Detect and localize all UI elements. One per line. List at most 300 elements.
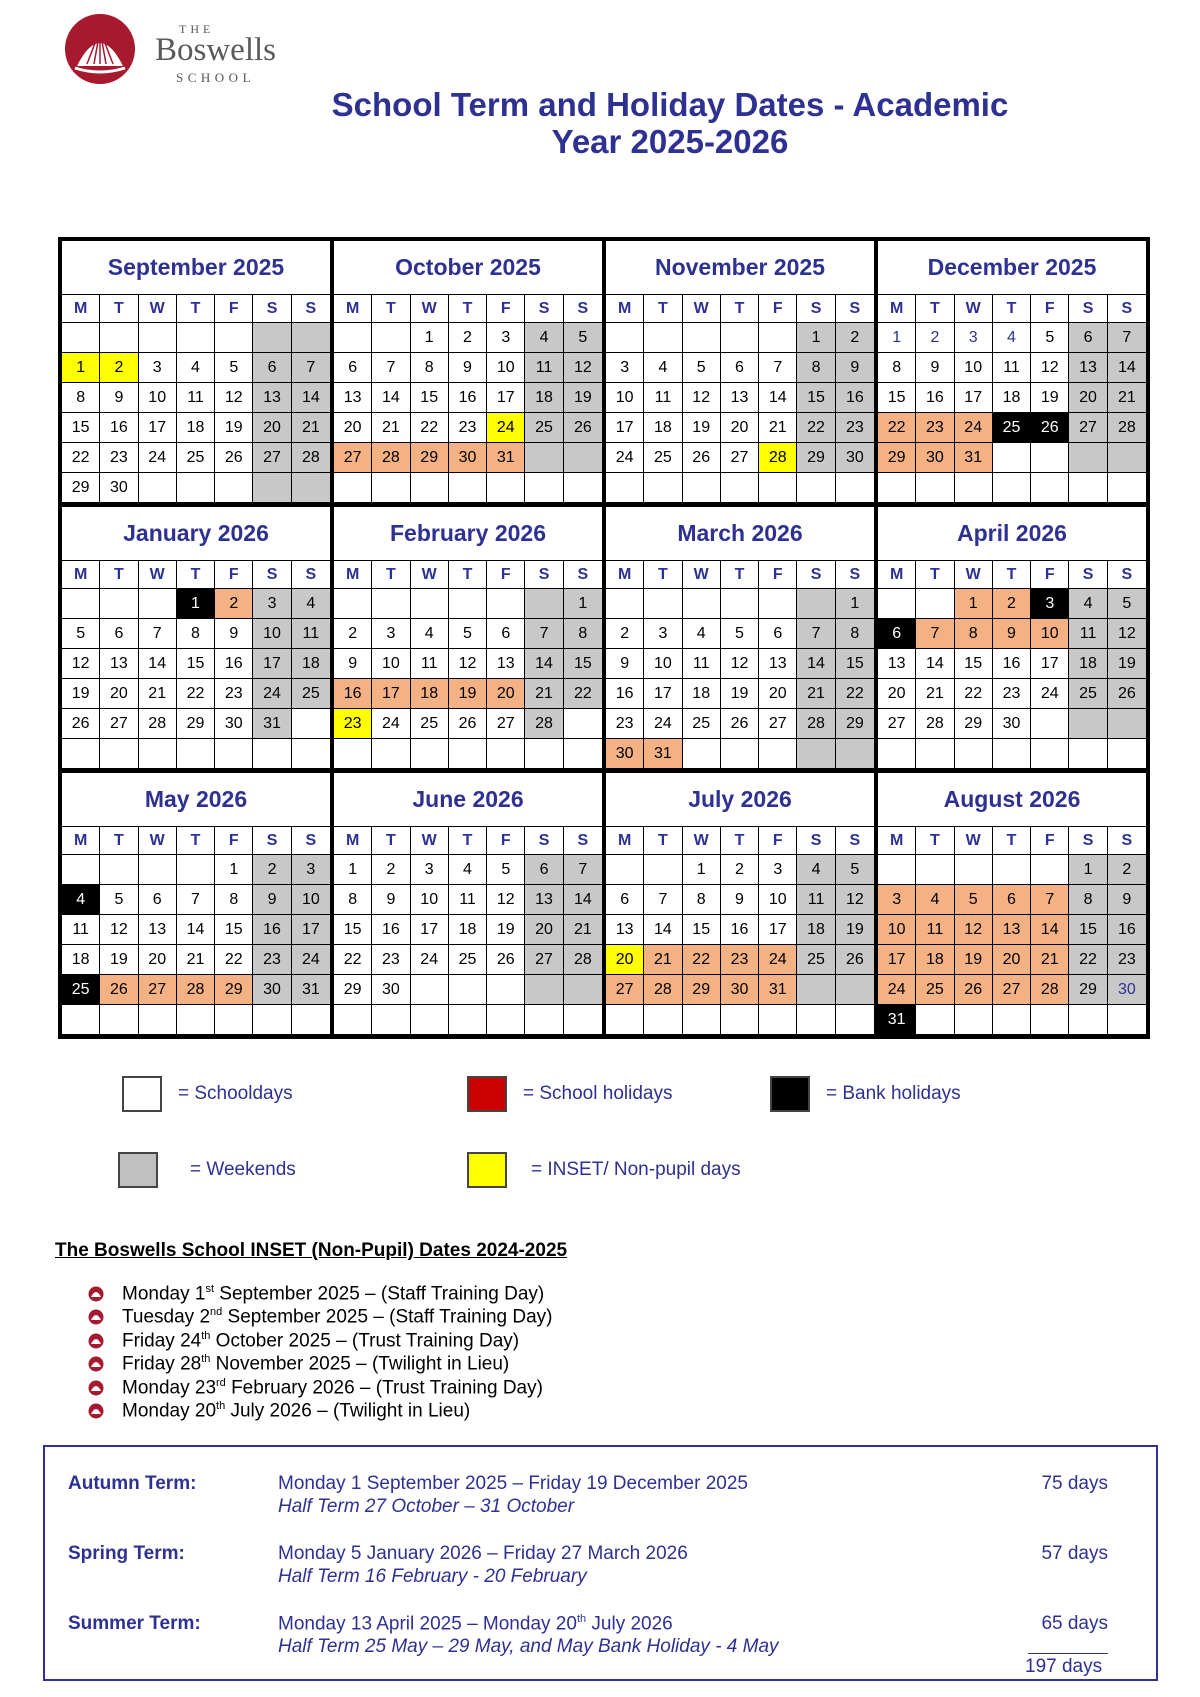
day-cell: 11 <box>292 619 330 649</box>
day-cell: 2 <box>721 855 759 885</box>
day-cell: 7 <box>759 353 797 383</box>
day-cell: 19 <box>215 413 253 443</box>
day-header: T <box>100 295 138 323</box>
day-cell: 14 <box>564 885 602 915</box>
day-cell: 13 <box>721 383 759 413</box>
day-header: T <box>177 827 215 855</box>
day-header: F <box>759 561 797 589</box>
month-title: July 2026 <box>606 773 874 827</box>
month-grid <box>334 561 602 769</box>
day-cell: 7 <box>797 619 835 649</box>
day-header: S <box>1108 295 1146 323</box>
day-header: S <box>292 561 330 589</box>
day-cell: 18 <box>644 413 682 443</box>
day-cell: 26 <box>215 443 253 473</box>
empty-cell <box>139 589 177 619</box>
day-cell: 12 <box>564 353 602 383</box>
day-header: M <box>62 561 100 589</box>
day-header: S <box>797 295 835 323</box>
empty-cell <box>993 1005 1031 1035</box>
day-cell: 6 <box>253 353 291 383</box>
day-header: F <box>215 561 253 589</box>
year-calendar <box>58 237 1150 1039</box>
day-header: S <box>1108 561 1146 589</box>
day-cell: 20 <box>253 413 291 443</box>
day-cell: 8 <box>955 619 993 649</box>
month-block <box>62 507 334 769</box>
day-cell: 25 <box>292 679 330 709</box>
day-cell: 19 <box>683 413 721 443</box>
day-cell: 10 <box>487 353 525 383</box>
day-cell: 14 <box>177 915 215 945</box>
empty-cell <box>564 709 602 739</box>
empty-cell <box>411 589 449 619</box>
day-cell: 23 <box>916 413 954 443</box>
empty-cell <box>411 473 449 503</box>
day-cell: 18 <box>411 679 449 709</box>
empty-cell <box>372 1005 410 1035</box>
day-cell: 8 <box>177 619 215 649</box>
empty-cell <box>797 1005 835 1035</box>
day-cell: 12 <box>955 915 993 945</box>
empty-cell <box>836 739 874 769</box>
day-cell: 5 <box>683 353 721 383</box>
empty-cell <box>62 855 100 885</box>
day-cell: 25 <box>411 709 449 739</box>
day-cell: 25 <box>177 443 215 473</box>
day-cell: 21 <box>1108 383 1146 413</box>
empty-cell <box>525 589 563 619</box>
day-cell: 27 <box>334 443 372 473</box>
empty-cell <box>449 739 487 769</box>
day-cell: 30 <box>449 443 487 473</box>
day-header: T <box>177 561 215 589</box>
day-cell: 15 <box>177 649 215 679</box>
day-cell: 4 <box>525 323 563 353</box>
empty-cell <box>62 739 100 769</box>
day-cell: 20 <box>139 945 177 975</box>
empty-cell <box>177 323 215 353</box>
day-cell: 22 <box>62 443 100 473</box>
empty-cell <box>644 323 682 353</box>
day-cell: 18 <box>177 413 215 443</box>
day-cell: 3 <box>606 353 644 383</box>
day-cell: 31 <box>487 443 525 473</box>
day-header: T <box>916 827 954 855</box>
day-cell: 2 <box>1108 855 1146 885</box>
empty-cell <box>564 1005 602 1035</box>
empty-cell <box>644 589 682 619</box>
day-cell: 8 <box>334 885 372 915</box>
empty-cell <box>139 1005 177 1035</box>
day-cell: 16 <box>334 679 372 709</box>
day-cell: 29 <box>955 709 993 739</box>
empty-cell <box>372 323 410 353</box>
empty-cell <box>215 323 253 353</box>
empty-cell <box>993 855 1031 885</box>
day-cell: 15 <box>878 383 916 413</box>
day-cell: 19 <box>1108 649 1146 679</box>
day-cell: 1 <box>955 589 993 619</box>
day-cell: 21 <box>525 679 563 709</box>
shell-bullet-icon <box>88 1403 104 1419</box>
day-header: M <box>334 561 372 589</box>
day-cell: 4 <box>177 353 215 383</box>
day-cell: 4 <box>993 323 1031 353</box>
day-cell: 10 <box>372 649 410 679</box>
day-cell: 27 <box>606 975 644 1005</box>
day-cell: 3 <box>644 619 682 649</box>
day-cell: 9 <box>449 353 487 383</box>
day-cell: 28 <box>1108 413 1146 443</box>
inset-date-text: Monday 1st September 2025 – (Staff Training Day) <box>122 1282 545 1304</box>
empty-cell <box>449 473 487 503</box>
spring-term <box>45 1543 1156 1593</box>
day-cell: 7 <box>1108 323 1146 353</box>
day-cell: 4 <box>449 855 487 885</box>
day-cell: 28 <box>797 709 835 739</box>
day-cell: 24 <box>955 413 993 443</box>
legend-inset-label: = INSET/ Non-pupil days <box>531 1159 741 1180</box>
legend-schooldays-label: = Schooldays <box>178 1083 293 1104</box>
day-cell: 20 <box>100 679 138 709</box>
day-cell: 11 <box>411 649 449 679</box>
empty-cell <box>916 855 954 885</box>
day-cell: 3 <box>292 855 330 885</box>
day-cell: 25 <box>644 443 682 473</box>
day-cell: 11 <box>797 885 835 915</box>
day-cell: 19 <box>564 383 602 413</box>
day-cell: 18 <box>797 915 835 945</box>
day-cell: 22 <box>215 945 253 975</box>
day-header: T <box>449 561 487 589</box>
day-cell: 24 <box>292 945 330 975</box>
empty-cell <box>916 473 954 503</box>
day-cell: 8 <box>683 885 721 915</box>
inset-date-item <box>88 1306 552 1330</box>
day-cell: 8 <box>836 619 874 649</box>
day-header: M <box>62 827 100 855</box>
day-cell: 18 <box>292 649 330 679</box>
empty-cell <box>1069 1005 1107 1035</box>
day-cell: 5 <box>449 619 487 649</box>
day-cell: 9 <box>100 383 138 413</box>
day-cell: 6 <box>100 619 138 649</box>
day-cell: 16 <box>1108 915 1146 945</box>
day-cell: 5 <box>1108 589 1146 619</box>
inset-date-item <box>88 1353 552 1377</box>
empty-cell <box>759 473 797 503</box>
day-cell: 3 <box>411 855 449 885</box>
day-cell: 24 <box>878 975 916 1005</box>
empty-cell <box>253 323 291 353</box>
legend-weekends-label: = Weekends <box>190 1159 296 1180</box>
shell-bullet-icon <box>88 1333 104 1349</box>
empty-cell <box>1108 739 1146 769</box>
inset-date-text: Friday 28th November 2025 – (Twilight in Lieu) <box>122 1353 510 1375</box>
day-cell: 17 <box>411 915 449 945</box>
day-cell: 30 <box>606 739 644 769</box>
day-cell: 27 <box>139 975 177 1005</box>
day-cell: 17 <box>878 945 916 975</box>
day-cell: 29 <box>878 443 916 473</box>
day-cell: 15 <box>797 383 835 413</box>
day-cell: 9 <box>606 649 644 679</box>
term-half-term: Half Term 25 May – 29 May, and May Bank Holiday - 4 May <box>278 1636 779 1657</box>
day-header: F <box>215 295 253 323</box>
day-cell: 18 <box>993 383 1031 413</box>
day-cell: 21 <box>644 945 682 975</box>
day-header: F <box>759 827 797 855</box>
day-cell: 28 <box>759 443 797 473</box>
day-header: M <box>606 827 644 855</box>
inset-dates-list <box>88 1282 552 1423</box>
empty-cell <box>606 589 644 619</box>
month-title: March 2026 <box>606 507 874 561</box>
day-header: W <box>139 561 177 589</box>
day-header: T <box>993 561 1031 589</box>
day-cell: 12 <box>1031 353 1069 383</box>
day-header: S <box>292 295 330 323</box>
day-cell: 5 <box>564 323 602 353</box>
day-header: W <box>683 827 721 855</box>
day-cell: 30 <box>100 473 138 503</box>
day-cell: 26 <box>62 709 100 739</box>
day-cell: 29 <box>683 975 721 1005</box>
day-cell: 15 <box>836 649 874 679</box>
day-cell: 22 <box>878 413 916 443</box>
day-cell: 26 <box>487 945 525 975</box>
day-cell: 27 <box>759 709 797 739</box>
day-header: M <box>606 295 644 323</box>
day-cell: 23 <box>993 679 1031 709</box>
day-cell: 12 <box>1108 619 1146 649</box>
term-days: 65 days <box>1041 1613 1108 1634</box>
day-cell: 11 <box>525 353 563 383</box>
month-title: May 2026 <box>62 773 330 827</box>
empty-cell <box>878 589 916 619</box>
legend-bank-holidays <box>770 1076 961 1112</box>
empty-cell <box>1069 473 1107 503</box>
day-cell: 3 <box>759 855 797 885</box>
month-grid <box>62 827 330 1035</box>
day-cell: 4 <box>292 589 330 619</box>
day-cell: 31 <box>955 443 993 473</box>
inset-date-item <box>88 1376 552 1400</box>
empty-cell <box>1108 1005 1146 1035</box>
day-cell: 30 <box>721 975 759 1005</box>
day-cell: 6 <box>878 619 916 649</box>
day-cell: 28 <box>916 709 954 739</box>
day-header: T <box>100 827 138 855</box>
empty-cell <box>1108 473 1146 503</box>
day-cell: 4 <box>683 619 721 649</box>
day-cell: 28 <box>292 443 330 473</box>
day-cell: 8 <box>564 619 602 649</box>
day-cell: 4 <box>797 855 835 885</box>
empty-cell <box>1069 739 1107 769</box>
day-cell: 26 <box>955 975 993 1005</box>
day-cell: 15 <box>955 649 993 679</box>
day-header: S <box>1069 827 1107 855</box>
empty-cell <box>372 589 410 619</box>
empty-cell <box>372 473 410 503</box>
day-cell: 24 <box>644 709 682 739</box>
day-cell: 18 <box>62 945 100 975</box>
day-cell: 4 <box>644 353 682 383</box>
term-dates-start: Monday 13 April 2025 – Monday 20 <box>278 1613 577 1635</box>
inset-swatch <box>467 1152 507 1188</box>
day-cell: 6 <box>993 885 1031 915</box>
empty-cell <box>487 975 525 1005</box>
day-header: M <box>878 295 916 323</box>
empty-cell <box>836 975 874 1005</box>
day-cell: 2 <box>372 855 410 885</box>
day-cell: 1 <box>683 855 721 885</box>
day-cell: 7 <box>564 855 602 885</box>
day-cell: 25 <box>916 975 954 1005</box>
day-cell: 19 <box>1031 383 1069 413</box>
day-cell: 6 <box>525 855 563 885</box>
empty-cell <box>215 473 253 503</box>
calendar-row <box>62 241 1146 503</box>
day-cell: 16 <box>606 679 644 709</box>
empty-cell <box>564 975 602 1005</box>
empty-cell <box>525 1005 563 1035</box>
day-header: W <box>683 295 721 323</box>
day-cell: 23 <box>721 945 759 975</box>
day-cell: 22 <box>683 945 721 975</box>
day-header: S <box>564 561 602 589</box>
inset-date-text: Monday 23rd February 2026 – (Trust Training Day) <box>122 1376 543 1398</box>
shell-bullet-icon <box>88 1286 104 1302</box>
month-grid <box>878 827 1146 1035</box>
day-cell: 26 <box>1031 413 1069 443</box>
day-cell: 10 <box>253 619 291 649</box>
day-cell: 30 <box>916 443 954 473</box>
legend-school-holidays-label: = School holidays <box>523 1083 673 1104</box>
day-cell: 9 <box>721 885 759 915</box>
day-cell: 6 <box>487 619 525 649</box>
day-cell: 12 <box>721 649 759 679</box>
day-cell: 13 <box>487 649 525 679</box>
empty-cell <box>525 443 563 473</box>
day-cell: 27 <box>525 945 563 975</box>
day-cell: 17 <box>139 413 177 443</box>
day-header: S <box>1069 295 1107 323</box>
month-block <box>334 241 606 503</box>
legend-schooldays <box>122 1076 293 1112</box>
total-divider <box>1028 1653 1108 1654</box>
day-cell: 28 <box>525 709 563 739</box>
day-cell: 26 <box>683 443 721 473</box>
day-cell: 2 <box>916 323 954 353</box>
day-cell: 21 <box>1031 945 1069 975</box>
day-cell: 5 <box>62 619 100 649</box>
day-cell: 1 <box>334 855 372 885</box>
schooldays-swatch <box>122 1076 162 1112</box>
day-cell: 27 <box>100 709 138 739</box>
day-cell: 3 <box>139 353 177 383</box>
empty-cell <box>177 855 215 885</box>
day-cell: 23 <box>836 413 874 443</box>
day-cell: 22 <box>955 679 993 709</box>
day-header: T <box>449 295 487 323</box>
day-cell: 7 <box>177 885 215 915</box>
day-header: T <box>644 295 682 323</box>
day-cell: 15 <box>62 413 100 443</box>
day-cell: 20 <box>721 413 759 443</box>
day-cell: 6 <box>721 353 759 383</box>
day-header: T <box>721 561 759 589</box>
day-cell: 25 <box>797 945 835 975</box>
day-cell: 26 <box>100 975 138 1005</box>
day-cell: 11 <box>1069 619 1107 649</box>
day-cell: 6 <box>139 885 177 915</box>
day-cell: 1 <box>1069 855 1107 885</box>
day-cell: 25 <box>993 413 1031 443</box>
day-cell: 29 <box>1069 975 1107 1005</box>
day-cell: 14 <box>759 383 797 413</box>
inset-date-item <box>88 1282 552 1306</box>
school-holidays-swatch <box>467 1076 507 1112</box>
day-cell: 12 <box>836 885 874 915</box>
day-cell: 22 <box>797 413 835 443</box>
empty-cell <box>292 1005 330 1035</box>
day-cell: 24 <box>1031 679 1069 709</box>
day-cell: 6 <box>759 619 797 649</box>
day-cell: 28 <box>177 975 215 1005</box>
day-header: F <box>1031 561 1069 589</box>
month-grid <box>878 295 1146 503</box>
legend-inset <box>467 1152 741 1188</box>
month-block <box>606 773 878 1035</box>
month-grid <box>878 561 1146 769</box>
day-header: T <box>721 295 759 323</box>
day-header: F <box>487 827 525 855</box>
day-cell: 13 <box>334 383 372 413</box>
month-grid <box>606 827 874 1035</box>
day-cell: 24 <box>606 443 644 473</box>
day-cell: 30 <box>993 709 1031 739</box>
day-cell: 17 <box>606 413 644 443</box>
day-cell: 26 <box>564 413 602 443</box>
day-cell: 16 <box>100 413 138 443</box>
day-header: W <box>139 295 177 323</box>
empty-cell <box>1031 855 1069 885</box>
day-cell: 17 <box>253 649 291 679</box>
legend-bank-holidays-label: = Bank holidays <box>826 1083 961 1104</box>
day-cell: 14 <box>916 649 954 679</box>
day-cell: 15 <box>1069 915 1107 945</box>
day-cell: 24 <box>372 709 410 739</box>
term-name: Summer Term: <box>68 1613 201 1634</box>
day-header: M <box>606 561 644 589</box>
empty-cell <box>449 975 487 1005</box>
month-title: April 2026 <box>878 507 1146 561</box>
empty-cell <box>606 473 644 503</box>
empty-cell <box>292 709 330 739</box>
empty-cell <box>139 855 177 885</box>
term-half-term: Half Term 16 February - 20 February <box>278 1566 587 1587</box>
day-cell: 2 <box>993 589 1031 619</box>
empty-cell <box>411 739 449 769</box>
empty-cell <box>683 323 721 353</box>
empty-cell <box>487 589 525 619</box>
day-cell: 14 <box>139 649 177 679</box>
day-cell: 2 <box>836 323 874 353</box>
inset-date-text: Friday 24th October 2025 – (Trust Training Day) <box>122 1329 520 1351</box>
